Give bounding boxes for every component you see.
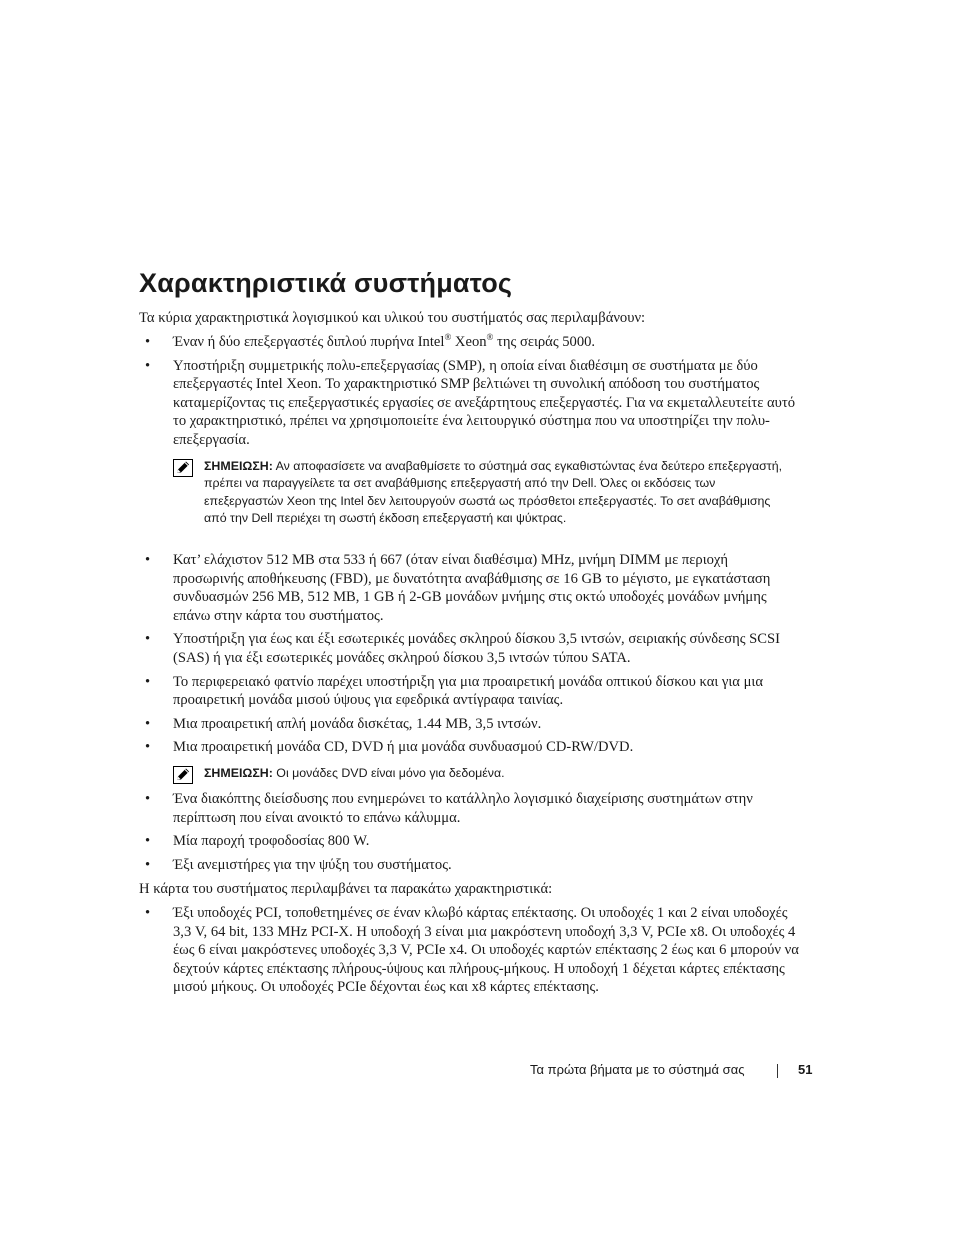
registered-mark: ® — [444, 332, 452, 343]
board-intro-paragraph: Η κάρτα του συστήματος περιλαμβάνει τα παρακάτω χαρακτηριστικά: — [139, 881, 553, 897]
list-item-text: Το περιφερειακό φατνίο παρέχει υποστήριξη για μια προαιρετική μονάδα οπτικού δίσκου και για μια προαιρετική μονάδα μισού ύψους για εφεδρικά αντίγραφα ταινίας. — [173, 673, 763, 709]
bullet-icon: • — [145, 334, 151, 350]
note-text: ΣΗΜΕΙΩΣΗ: Οι μονάδες DVD είναι μόνο για δεδομένα. — [204, 766, 505, 780]
list-item-text: Μια προαιρετική απλή μονάδα δισκέτας, 1.44 MB, 3,5 ιντσών. — [173, 715, 542, 732]
bullet-icon: • — [145, 856, 151, 873]
list-item — [139, 738, 799, 757]
bullet-icon: • — [145, 739, 151, 756]
note-text: ΣΗΜΕΙΩΣΗ: Αν αποφασίσετε να αναβαθμίσετε το σύστημά σας εγκαθιστώντας ένα δεύτερο επεξεργαστή, πρέπει να παραγγείλετε τα σετ αναβάθμισης επεξεργαστή από την Dell. Όλες οι εκδόσεις των επεξεργαστών Xeon της Intel δεν λειτουργούν σωστά ως πρόσθετοι επεξεργαστές. Το σετ αναβάθμισης από την Dell περιέχει τη σωστή έκδοση επεξεργαστή και ψύκτρας. — [204, 459, 783, 526]
feature-list-4 — [139, 904, 799, 997]
list-item-text: Μια προαιρετική μονάδα CD, DVD ή μια μονάδα συνδυασμού CD-RW/DVD. — [173, 739, 634, 756]
list-item — [139, 333, 799, 352]
footer-divider — [777, 1064, 778, 1078]
bullet-icon: • — [145, 552, 151, 568]
list-item-text: Μία παροχή τροφοδοσίας 800 W. — [173, 833, 370, 850]
registered-mark: ® — [486, 332, 494, 343]
list-item — [139, 357, 799, 450]
bullet-icon: • — [145, 357, 151, 374]
feature-list-1 — [139, 333, 799, 450]
feature-list-2 — [139, 551, 799, 757]
bullet-icon: • — [145, 673, 151, 690]
note-label: ΣΗΜΕΙΩΣΗ: — [204, 766, 273, 780]
bullet-icon: • — [145, 631, 151, 648]
bullet-icon: • — [145, 791, 151, 807]
list-item — [139, 790, 799, 827]
bullet-icon: • — [145, 715, 151, 732]
list-item-text: Υποστήριξη συμμετρικής πολυ-επεξεργασίας (SMP), η οποία είναι διαθέσιμη σε συστήματα με δύο επεξεργαστές Intel Xeon. Το χαρακτηριστικό SMP βελτιώνει τη συνολική απόδοση του συστήματος καταμερίζοντας τις επεξεργαστικές εργασίες σε ανεξάρτητους επεξεργαστές. Για να εκμεταλλευτείτε αυτό το χαρακτηριστικό, πρέπει να χρησιμοποιείτε ένα λειτουργικό σύστημα που να υποστηρίζει την πολυ-επεξεργασία. — [173, 357, 796, 448]
list-item-text: Έξι ανεμιστήρες για την ψύξη του συστήματος. — [173, 856, 452, 873]
list-item — [139, 630, 799, 667]
page-number: 51 — [798, 1062, 813, 1077]
list-item-text: Έναν ή δύο επεξεργαστές διπλού πυρήνα Intel® Xeon® της σειράς 5000. — [173, 332, 596, 350]
intro-paragraph: Τα κύρια χαρακτηριστικά λογισμικού και υλικού του συστήματός σας περιλαμβάνουν: — [139, 310, 646, 326]
note-box — [173, 458, 793, 528]
list-item-text: Έξι υποδοχές PCI, τοποθετημένες σε έναν κλωβό κάρτας επέκτασης. Οι υποδοχές 1 και 2 είναι υποδοχές 3,3 V, 64 bit, 133 MHz PCI-X. Η υποδοχή 3 είναι μια μακρόστενη υποδοχή 3,3 V, PCIe x8. Οι υποδοχές 4 έως 6 είναι μακρόστενες υποδοχές 3,3 V, PCIe x4. Οι υποδοχές καρτών επέκτασης 2 έως και 6 μπορούν να δεχτούν κάρτες επέκτασης πλήρους-ύψους και πλήρους-μήκους. Η υποδοχή 1 δέχεται κάρτες επέκτασης μισού μήκους. Οι υποδοχές PCIe δέχονται έως και x8 κάρτες επέκτασης. — [173, 905, 799, 996]
page-title: Χαρακτηριστικά συστήματος — [139, 268, 513, 298]
list-item — [139, 673, 799, 710]
list-item — [139, 832, 799, 851]
list-item — [139, 715, 799, 734]
list-item-text: Κατ’ ελάχιστον 512 MB στα 533 ή 667 (όταν είναι διαθέσιμα) MHz, μνήμη DIMM με περιοχή προσωρινής αποθήκευσης (FBD), με δυνατότητα αναβάθμισης σε 16 GB το μέγιστο, με εγκατάσταση συνδυασμών 256 MB, 512 MB, 1 GB ή 2-GB μονάδων μνήμης στις οκτώ υποδοχές μονάδων μνήμης επάνω στην κάρτα του συστήματος. — [173, 552, 771, 624]
feature-list-3 — [139, 790, 799, 874]
page-footer — [530, 1062, 815, 1082]
bullet-icon: • — [145, 905, 151, 921]
bullet-icon: • — [145, 833, 151, 850]
list-item-text: Υποστήριξη για έως και έξι εσωτερικές μονάδες σκληρού δίσκου 3,5 ιντσών, σειριακής σύνδεσης SCSI (SAS) ή για έξι εσωτερικές μονάδες σκληρού δίσκου 3,5 ιντσών τύπου SATA. — [173, 631, 780, 666]
note-box — [173, 765, 793, 782]
note-pencil-icon — [173, 459, 193, 477]
list-item-text: Ένα διακόπτης διείσδυσης που ενημερώνει το κατάλληλο λογισμικό διαχείρισης συστημάτων στην περίπτωση που είναι ανοικτό το επάνω κάλυμμα. — [173, 791, 753, 826]
footer-section-title: Τα πρώτα βήματα με το σύστημά σας — [530, 1062, 745, 1077]
list-item — [139, 551, 799, 625]
list-item — [139, 904, 799, 997]
list-item — [139, 856, 799, 875]
note-pencil-icon — [173, 766, 193, 784]
note-label: ΣΗΜΕΙΩΣΗ: — [204, 459, 273, 473]
